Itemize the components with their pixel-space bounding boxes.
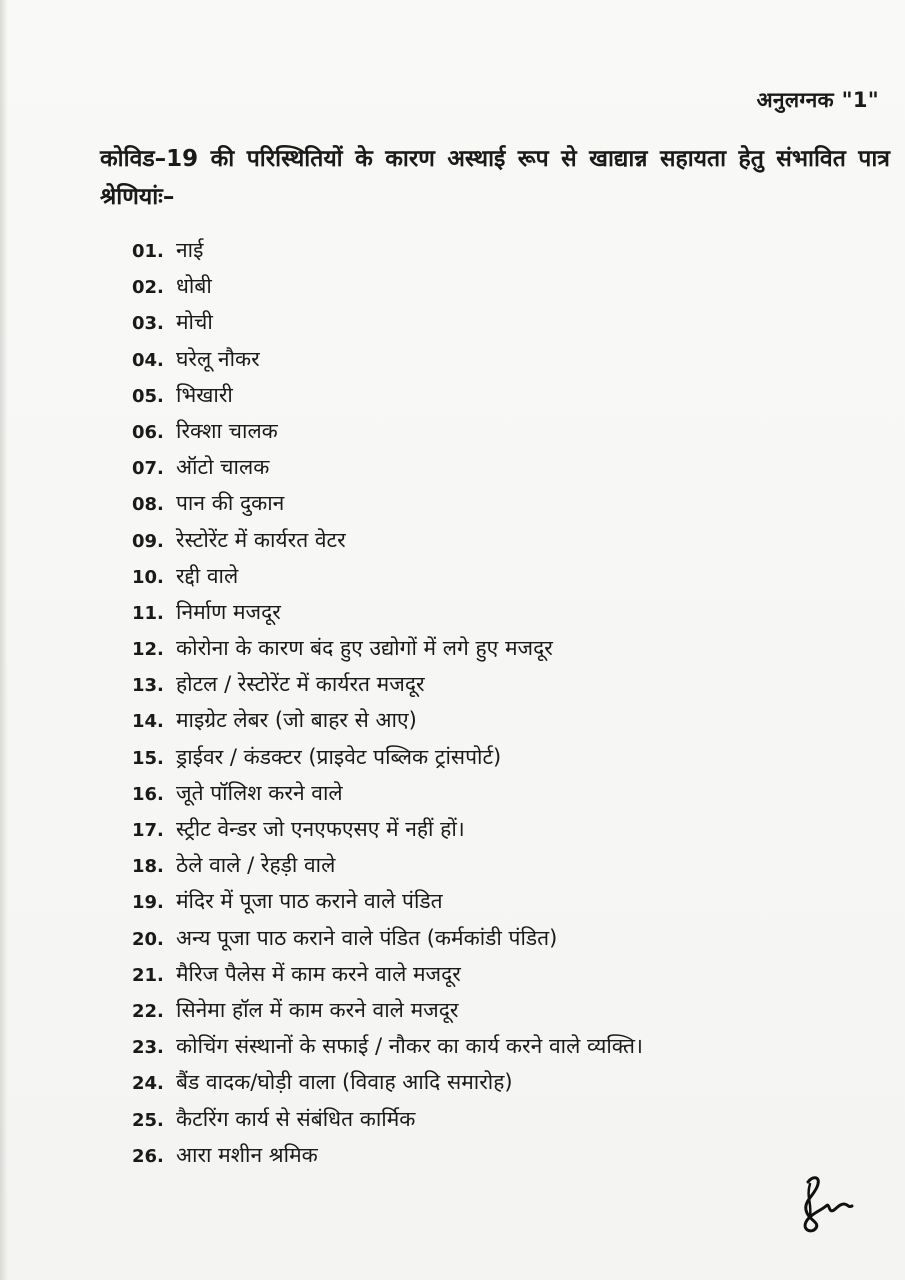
list-item <box>132 956 872 992</box>
list-item-text: रिक्शा चालक <box>176 418 278 443</box>
list-item-number: 19. <box>132 892 164 914</box>
list-item-text: ठेले वाले / रेहड़ी वाले <box>176 853 336 878</box>
list-item-number: 18. <box>132 856 164 878</box>
list-item-number: 26. <box>132 1145 164 1167</box>
list-item-number: 22. <box>132 1000 164 1022</box>
list-item <box>132 702 872 738</box>
list-item-number: 24. <box>132 1073 164 1095</box>
annexure-label: अनुलग्नक "1" <box>756 88 879 112</box>
list-item <box>132 666 872 702</box>
list-item <box>132 847 872 883</box>
list-item-text: रद्दी वाले <box>176 563 239 588</box>
list-item-text: होटल / रेस्टोरेंट में कार्यरत मजदूर <box>176 672 425 697</box>
list-item <box>132 775 872 811</box>
list-item-number: 16. <box>132 783 164 805</box>
list-item-text: अन्य पूजा पाठ कराने वाले पंडित (कर्मकांडी पंडित) <box>176 925 558 950</box>
page-edge-shadow <box>0 0 8 1280</box>
list-item <box>132 630 872 666</box>
list-item <box>132 522 872 558</box>
list-item-text: कैटरिंग कार्य से संबंधित कार्मिक <box>176 1106 416 1131</box>
list-item-number: 11. <box>132 602 164 624</box>
list-item-text: मंदिर में पूजा पाठ कराने वाले पंडित <box>176 889 443 914</box>
list-item <box>132 739 872 775</box>
list-item-text: मैरिज पैलेस में काम करने वाले मजदूर <box>176 961 461 986</box>
list-item <box>132 413 872 449</box>
list-item <box>132 920 872 956</box>
list-item-number: 05. <box>132 385 164 407</box>
list-item-text: माइग्रेट लेबर (जो बाहर से आए) <box>176 708 417 733</box>
list-item-text: निर्माण मजदूर <box>176 599 281 624</box>
list-item-number: 09. <box>132 530 164 552</box>
list-item-number: 01. <box>132 241 164 262</box>
list-item <box>132 1064 872 1100</box>
list-item <box>132 1101 872 1137</box>
list-item-number: 17. <box>132 820 164 841</box>
list-item-number: 21. <box>132 964 164 986</box>
list-item <box>132 558 872 594</box>
list-item <box>132 304 872 340</box>
list-item-text: मोची <box>176 310 213 335</box>
document-heading: कोविड–19 की परिस्थितियों के कारण अस्थाई रूप से खाद्यान्न सहायता हेतु संभावित पात्र श्रेणियांः– <box>100 146 890 210</box>
list-item-number: 25. <box>132 1109 164 1131</box>
list-item-text: जूते पॉलिश करने वाले <box>176 780 343 805</box>
list-item-number: 04. <box>132 349 164 371</box>
list-item-text: नाई <box>176 238 204 262</box>
list-item-text: घरेलू नौकर <box>176 346 260 371</box>
list-item <box>132 268 872 304</box>
list-item-number: 07. <box>132 458 164 480</box>
list-item-number: 03. <box>132 313 164 335</box>
list-item-number: 20. <box>132 928 164 950</box>
list-item-text: धोबी <box>176 274 212 299</box>
list-item-text: कोचिंग संस्थानों के सफाई / नौकर का कार्य करने वाले व्यक्ति। <box>176 1034 643 1059</box>
list-item <box>132 1137 872 1173</box>
list-item-number: 15. <box>132 747 164 769</box>
list-item-number: 10. <box>132 566 164 588</box>
list-item <box>132 992 872 1028</box>
list-item <box>132 811 872 847</box>
list-item-number: 14. <box>132 711 164 733</box>
list-item <box>132 449 872 485</box>
list-item-text: ऑटो चालक <box>176 455 270 480</box>
list-item-text: बैंड वादक/घोड़ी वाला (विवाह आदि समारोह) <box>176 1070 513 1095</box>
list-item-text: पान की दुकान <box>176 491 285 516</box>
list-item <box>132 594 872 630</box>
list-item-number: 06. <box>132 421 164 443</box>
list-item <box>132 1028 872 1064</box>
list-item-text: भिखारी <box>176 382 233 407</box>
list-item <box>132 485 872 521</box>
list-item-text: आरा मशीन श्रमिक <box>176 1142 318 1167</box>
list-item-text: रेस्टोरेंट में कार्यरत वेटर <box>176 527 346 552</box>
list-item-number: 12. <box>132 639 164 661</box>
list-item <box>132 341 872 377</box>
list-item-number: 02. <box>132 277 164 299</box>
list-item <box>132 232 872 268</box>
list-item-text: कोरोना के कारण बंद हुए उद्योगों में लगे हुए मजदूर <box>176 636 553 661</box>
list-item <box>132 377 872 413</box>
signature-icon <box>790 1170 860 1240</box>
list-item-number: 08. <box>132 494 164 516</box>
list-item <box>132 883 872 919</box>
list-item-text: सिनेमा हॉल में काम करने वाले मजदूर <box>176 997 459 1022</box>
list-item-number: 13. <box>132 675 164 697</box>
category-list <box>132 232 872 1173</box>
list-item-text: स्ट्रीट वेन्डर जो एनएफएसए में नहीं हों। <box>176 817 465 841</box>
list-item-text: ड्राईवर / कंडक्टर (प्राइवेट पब्लिक ट्रांसपोर्ट) <box>176 744 502 769</box>
list-item-number: 23. <box>132 1037 164 1059</box>
